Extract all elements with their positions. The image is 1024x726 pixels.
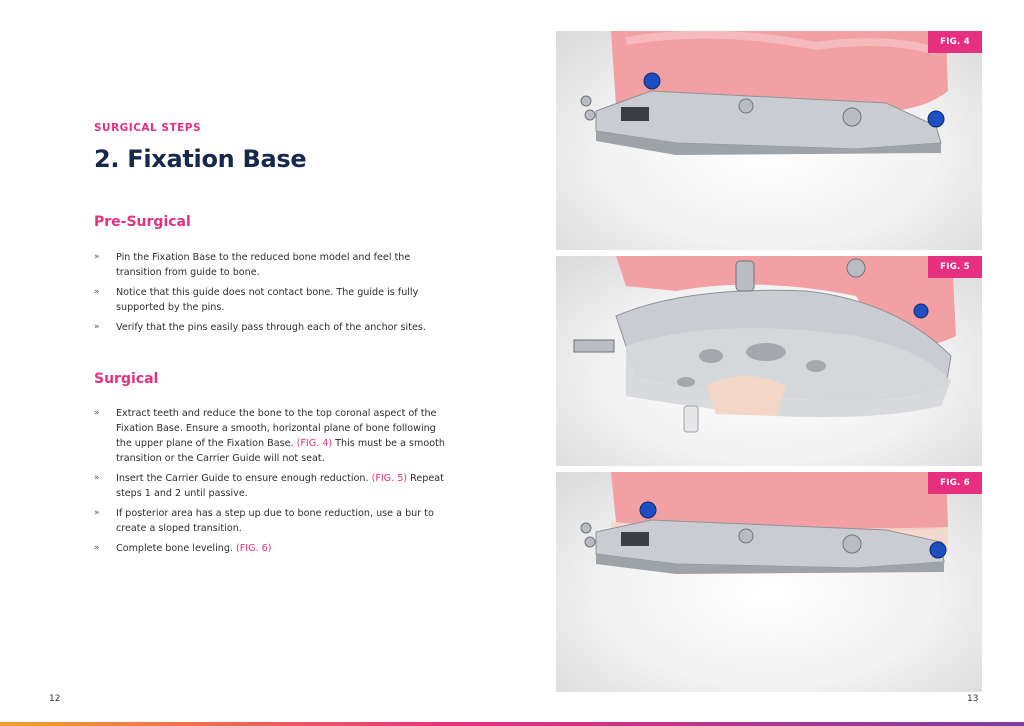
bullet-marker: » <box>94 322 100 332</box>
list-item-text: Extract teeth and reduce the bone to the top coronal aspect of the Fixation Base. Ensure a smooth, horizontal plane of bone following the upper plane of the Fixation Base. <box>116 408 437 449</box>
figure-5-image <box>556 256 982 466</box>
surgical-list <box>94 406 454 561</box>
list-item-text: Notice that this guide does not contact bone. The guide is fully supported by the pins. <box>116 287 419 313</box>
pre-surgical-heading: Pre-Surgical <box>94 214 191 230</box>
page-title: 2. Fixation Base <box>94 145 307 173</box>
list-item-text: If posterior area has a step up due to bone reduction, use a bur to create a sloped transition. <box>116 508 434 534</box>
gradient-footer-bar <box>0 722 1024 726</box>
fixation-base-render-angled <box>556 256 982 466</box>
list-item <box>94 250 454 280</box>
list-item-text: Verify that the pins easily pass through each of the anchor sites. <box>116 322 426 333</box>
figure-reference: (FIG. 6) <box>236 543 272 554</box>
section-kicker: SURGICAL STEPS <box>94 122 202 134</box>
figure-reference: (FIG. 4) <box>296 438 333 449</box>
bullet-marker: » <box>94 543 100 553</box>
figure-label: FIG. 6 <box>928 472 982 494</box>
list-item-text: Pin the Fixation Base to the reduced bone model and feel the transition from guide to bone. <box>116 252 411 278</box>
figure-reference: (FIG. 5) <box>371 473 408 484</box>
bullet-marker: » <box>94 287 100 297</box>
list-item-text: Repeat steps 1 and 2 until passive. <box>116 473 444 499</box>
page-number-left: 12 <box>49 694 61 704</box>
pre-surgical-list <box>94 250 454 340</box>
fixation-base-render-leveled <box>556 472 982 692</box>
list-item-text: This must be a smooth transition or the Carrier Guide will not seat. <box>116 438 445 464</box>
list-item-text: Insert the Carrier Guide to ensure enough reduction. <box>116 473 372 484</box>
list-item <box>94 541 454 556</box>
list-item <box>94 406 454 466</box>
list-item <box>94 285 454 315</box>
list-item <box>94 320 454 335</box>
figure-4-image <box>556 31 982 250</box>
figure-label: FIG. 4 <box>928 31 982 53</box>
bullet-marker: » <box>94 408 100 418</box>
fixation-base-render-side <box>556 31 982 250</box>
bullet-marker: » <box>94 508 100 518</box>
surgical-heading: Surgical <box>94 371 159 387</box>
bullet-marker: » <box>94 473 100 483</box>
list-item-text: Complete bone leveling. <box>116 543 237 554</box>
list-item <box>94 506 454 536</box>
figure-label: FIG. 5 <box>928 256 982 278</box>
page-number-right: 13 <box>967 694 979 704</box>
list-item <box>94 471 454 501</box>
figure-6-image <box>556 472 982 692</box>
bullet-marker: » <box>94 252 100 262</box>
